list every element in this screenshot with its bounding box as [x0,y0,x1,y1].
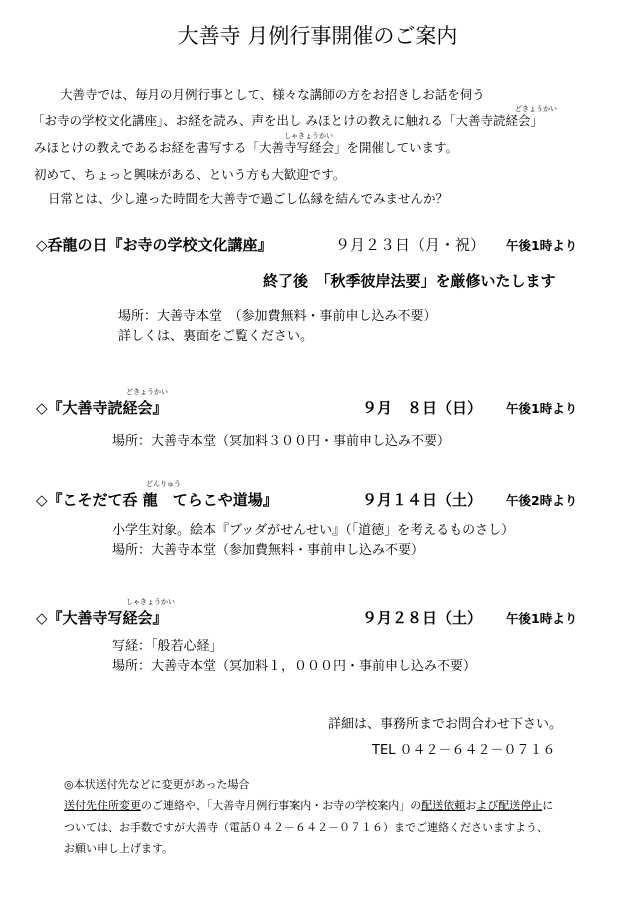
page-title: 大善寺 月例行事開催のご案内 [177,24,458,48]
intro-line-4: 初めて、ちょっと興味がある、という方も大歓迎です。 [34,167,346,182]
event3-desc: 小学生対象。絵本『ブッダがせんせい』（「道徳」を考えるものさし） [112,523,515,538]
event4-sutra: 写経：「般若心経」 [112,639,223,654]
note-line-4: お願い申し上げます。 [64,842,174,855]
ruby-dokyo-title: どきょうかい [126,388,168,396]
intro-line-5: 日常とは、少し違った時間を大善寺で過ごし仏縁を結んでみませんか？ [48,191,449,206]
note-line-3: ついては、お手数ですが大善寺（電話０４２－６４２－０７１６）までご連絡くださいますよう、 [64,821,548,834]
event2-place: 場所：大善寺本堂（冥加料３００円・事前申し込み不要） [112,434,451,449]
event3-date: ９月１４日（土） [362,491,483,509]
event1-title: ◇呑龍の日『お寺の学校文化講座』 [36,236,273,254]
event4-place: 場所：大善寺本堂（冥加料１，０００円・事前申し込み不要） [112,659,477,674]
note-underline-4: 配送停止 [498,799,543,812]
event4-time: 午後1時より [506,611,578,626]
note-underline-2: 配送依頼 [421,799,466,812]
event3-title: ◇『こそだて呑 龍 てらこや道場』 [36,491,278,509]
note-text-3: に [542,799,554,812]
event1-place: 場所：大善寺本堂 （参加費無料・事前申し込み不要） [118,309,437,324]
event4-date: ９月２８日（土） [362,609,483,627]
note-line-2 [64,797,553,813]
contact-tel: TEL ０４２－６４２－０７１６ [372,743,556,758]
event1-more: 詳しくは、裏面をご覧ください。 [118,329,314,344]
ruby-shakyo-intro: しゃきょうかい [284,132,333,140]
note-text-2: お [465,799,477,812]
intro-line-2: 「お寺の学校文化講座」、お経を読み、声を出し みほとけの教えに触れる「大善寺読経会」 [32,113,543,128]
event2-time: 午後1時より [506,401,578,416]
intro-line-1: 大善寺では、毎月の月例行事として、様々な講師の方をお招きしお話を伺う [60,87,485,102]
contact-line: 詳細は、事務所までお問合わせ下さい。 [328,717,563,732]
intro-line-3: みほとけの教えであるお経を書写する「大善寺写経会」を開催しています。 [34,140,459,155]
ruby-donryu: どんりゅう [146,480,181,488]
event3-time: 午後2時より [506,493,578,508]
event2-title: ◇『大善寺読経会』 [36,399,168,417]
event4-title: ◇『大善寺写経会』 [36,609,168,627]
ruby-dokyo: どきょうかい [515,105,557,113]
note-underline-3: よび [476,799,499,812]
note-text-1: のご連絡や、「大善寺月例行事案内・お寺の学校案内」の [141,799,422,812]
note-heading: ◎本状送付先などに変更があった場合 [64,778,250,791]
ruby-shakyo: しゃきょうかい [126,598,175,606]
event3-place: 場所：大善寺本堂（参加費無料・事前申し込み不要） [112,543,425,558]
event1-sub: 終了後 「秋季彼岸法要」を厳修いたします [263,272,556,290]
event2-date: ９月 ８日（日） [362,399,483,417]
note-underline-1: 送付先住所変更 [64,799,141,812]
event1-date: ９月２３日（月・祝） [335,236,486,254]
event1-time: 午後1時より [506,238,578,253]
